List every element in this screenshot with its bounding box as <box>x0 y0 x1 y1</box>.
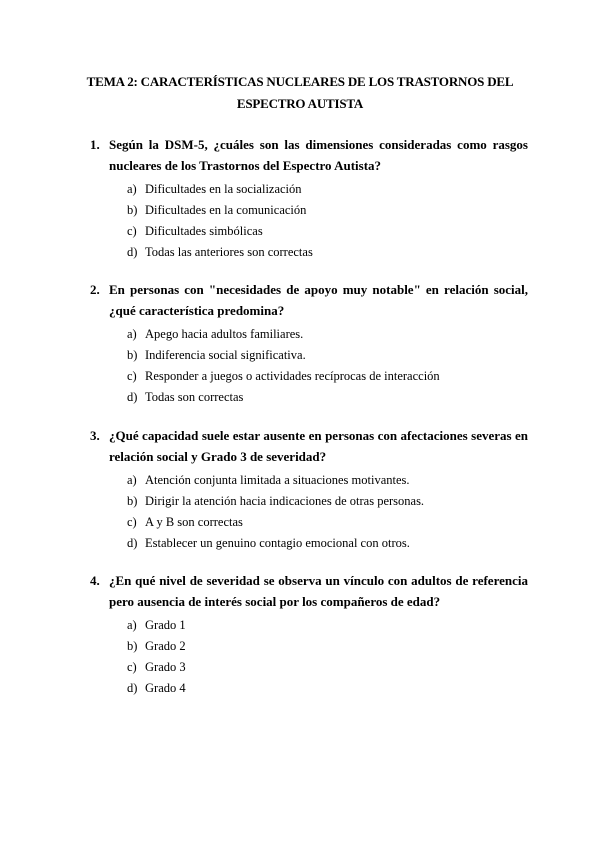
question-number: 2. <box>90 282 100 297</box>
question-number: 1. <box>90 137 100 152</box>
answer-options <box>90 179 528 263</box>
page-title <box>80 71 520 115</box>
option-text: Grado 3 <box>145 660 186 674</box>
answer-option-b <box>90 636 528 657</box>
question-number: 3. <box>90 428 100 443</box>
option-text: Todas las anteriores son correctas <box>145 245 313 259</box>
answer-option-b <box>90 200 528 221</box>
option-text: Dificultades simbólicas <box>145 224 263 238</box>
option-text: Grado 2 <box>145 639 186 653</box>
answer-option-d <box>90 533 528 554</box>
option-text: Grado 1 <box>145 618 186 632</box>
question-text: ¿Qué capacidad suele estar ausente en personas con afectaciones severas en relación social y Grado 3 de severidad? <box>109 428 528 464</box>
answer-option-c <box>90 657 528 678</box>
option-letter: c) <box>127 660 137 674</box>
option-text: Atención conjunta limitada a situaciones motivantes. <box>145 473 410 487</box>
option-text: Apego hacia adultos familiares. <box>145 327 304 341</box>
answer-option-b <box>90 491 528 512</box>
answer-option-c <box>90 221 528 242</box>
option-letter: b) <box>127 203 138 217</box>
option-letter: b) <box>127 348 138 362</box>
question-number: 4. <box>90 573 100 588</box>
title-line-1: TEMA 2: CARACTERÍSTICAS NUCLEARES DE LOS TRASTORNOS DEL <box>86 74 514 89</box>
question-text: Según la DSM-5, ¿cuáles son las dimensiones consideradas como rasgos nucleares de los Trastornos del Espectro Autista? <box>109 137 528 173</box>
option-text: Responder a juegos o actividades recíprocas de interacción <box>145 369 440 383</box>
answer-option-d <box>90 387 528 408</box>
answer-option-b <box>90 345 528 366</box>
question-1 <box>90 134 528 263</box>
option-letter: d) <box>127 245 138 259</box>
option-letter: b) <box>127 494 138 508</box>
option-letter: d) <box>127 536 138 550</box>
option-letter: c) <box>127 515 137 529</box>
option-letter: a) <box>127 618 137 632</box>
answer-options <box>90 615 528 699</box>
question-2 <box>90 279 528 408</box>
option-text: Dirigir la atención hacia indicaciones de otras personas. <box>145 494 425 508</box>
question-text: En personas con "necesidades de apoyo muy notable" en relación social, ¿qué característica predomina? <box>109 282 528 318</box>
option-text: Dificultades en la socialización <box>145 182 302 196</box>
question-3 <box>90 425 528 554</box>
answer-option-c <box>90 512 528 533</box>
answer-option-a <box>90 470 528 491</box>
answer-option-c <box>90 366 528 387</box>
option-text: A y B son correctas <box>145 515 243 529</box>
option-letter: a) <box>127 473 137 487</box>
answer-option-a <box>90 324 528 345</box>
option-letter: d) <box>127 390 138 404</box>
option-text: Grado 4 <box>145 681 186 695</box>
option-text: Indiferencia social significativa. <box>145 348 306 362</box>
option-letter: c) <box>127 224 137 238</box>
answer-options <box>90 324 528 408</box>
option-text: Dificultades en la comunicación <box>145 203 307 217</box>
answer-option-d <box>90 242 528 263</box>
option-text: Establecer un genuino contagio emocional con otros. <box>145 536 410 550</box>
answer-option-a <box>90 179 528 200</box>
title-line-2: ESPECTRO AUTISTA <box>236 96 364 111</box>
option-letter: d) <box>127 681 138 695</box>
question-text: ¿En qué nivel de severidad se observa un vínculo con adultos de referencia pero ausencia de interés social por los compañeros de edad? <box>109 573 528 609</box>
question-4 <box>90 570 528 699</box>
option-letter: b) <box>127 639 138 653</box>
option-text: Todas son correctas <box>145 390 244 404</box>
option-letter: a) <box>127 327 137 341</box>
answer-options <box>90 470 528 554</box>
option-letter: c) <box>127 369 137 383</box>
option-letter: a) <box>127 182 137 196</box>
answer-option-a <box>90 615 528 636</box>
answer-option-d <box>90 678 528 699</box>
